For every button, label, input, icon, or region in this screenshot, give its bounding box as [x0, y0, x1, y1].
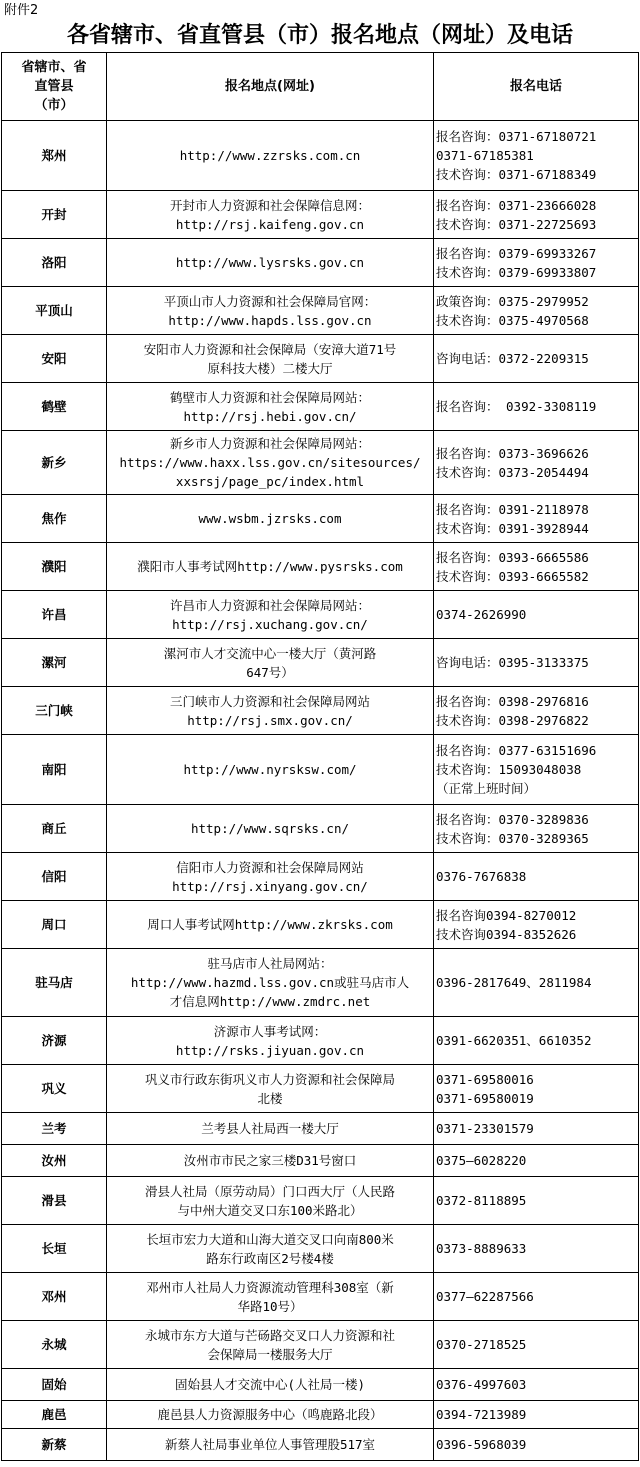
table-row — [2, 335, 639, 383]
phone-cell: 报名咨询0394-8270012 技术咨询0394-8352626 — [434, 901, 639, 949]
city-cell: 永城 — [2, 1321, 107, 1369]
table-row — [2, 735, 639, 805]
city-cell: 安阳 — [2, 335, 107, 383]
city-cell: 郑州 — [2, 121, 107, 191]
phone-cell: 0375—6028220 — [434, 1145, 639, 1177]
annex-label: 附件2 — [4, 3, 39, 18]
location-cell: 长垣市宏力大道和山海大道交叉口向南800米 路东行政南区2号楼4楼 — [107, 1225, 434, 1273]
table-row — [2, 543, 639, 591]
phone-cell: 报名咨询：0371-67180721 0371-67185381 技术咨询：0371-67188349 — [434, 121, 639, 191]
location-cell: 濮阳市人事考试网http://www.pysrsks.com — [107, 543, 434, 591]
registration-table — [1, 52, 639, 1461]
phone-cell: 咨询电话：0395-3133375 — [434, 639, 639, 687]
header-location: 报名地点(网址) — [107, 53, 434, 121]
table-row — [2, 1369, 639, 1401]
phone-cell: 报名咨询：0398-2976816 技术咨询：0398-2976822 — [434, 687, 639, 735]
phone-cell: 0376-7676838 — [434, 853, 639, 901]
phone-cell: 咨询电话：0372-2209315 — [434, 335, 639, 383]
city-cell: 濮阳 — [2, 543, 107, 591]
header-city: 省辖市、省 直管县 （市） — [2, 53, 107, 121]
location-cell: www.wsbm.jzrsks.com — [107, 495, 434, 543]
location-cell: 三门峡市人力资源和社会保障局网站 http://rsj.smx.gov.cn/ — [107, 687, 434, 735]
phone-cell: 0396-2817649、2811984 — [434, 949, 639, 1017]
table-row — [2, 431, 639, 495]
phone-cell: 报名咨询：0393-6665586 技术咨询：0393-6665582 — [434, 543, 639, 591]
city-cell: 驻马店 — [2, 949, 107, 1017]
city-cell: 周口 — [2, 901, 107, 949]
location-cell: 驻马店市人社局网站： http://www.hazmd.lss.gov.cn或驻马店市人 才信息网http://www.zmdrc.net — [107, 949, 434, 1017]
location-cell: 许昌市人力资源和社会保障局网站： http://rsj.xuchang.gov.cn/ — [107, 591, 434, 639]
location-cell: 永城市东方大道与芒砀路交叉口人力资源和社 会保障局一楼服务大厅 — [107, 1321, 434, 1369]
page-title: 各省辖市、省直管县（市）报名地点（网址）及电话 — [66, 23, 573, 48]
phone-cell: 报名咨询：0370-3289836 技术咨询：0370-3289365 — [434, 805, 639, 853]
city-cell: 固始 — [2, 1369, 107, 1401]
city-cell: 新蔡 — [2, 1429, 107, 1461]
phone-cell: 0372-8118895 — [434, 1177, 639, 1225]
city-cell: 南阳 — [2, 735, 107, 805]
location-cell: 滑县人社局（原劳动局）门口西大厅（人民路 与中州大道交叉口东100米路北） — [107, 1177, 434, 1225]
city-cell: 滑县 — [2, 1177, 107, 1225]
location-cell: 邓州市人社局人力资源流动管理科308室（新 华路10号） — [107, 1273, 434, 1321]
table-row — [2, 1017, 639, 1065]
phone-cell: 0396-5968039 — [434, 1429, 639, 1461]
city-cell: 鹿邑 — [2, 1401, 107, 1429]
phone-cell: 报名咨询： 0392-3308119 — [434, 383, 639, 431]
location-cell: http://www.sqrsks.cn/ — [107, 805, 434, 853]
table-body — [2, 53, 639, 1461]
location-cell: 漯河市人才交流中心一楼大厅（黄河路 647号） — [107, 639, 434, 687]
table-row — [2, 1145, 639, 1177]
city-cell: 漯河 — [2, 639, 107, 687]
location-cell: 鹤壁市人力资源和社会保障局网站： http://rsj.hebi.gov.cn/ — [107, 383, 434, 431]
city-cell: 信阳 — [2, 853, 107, 901]
table-row — [2, 239, 639, 287]
table-row — [2, 591, 639, 639]
city-cell: 巩义 — [2, 1065, 107, 1113]
location-cell: 周口人事考试网http://www.zkrsks.com — [107, 901, 434, 949]
table-row — [2, 901, 639, 949]
phone-cell: 报名咨询：0373-3696626 技术咨询：0373-2054494 — [434, 431, 639, 495]
city-cell: 焦作 — [2, 495, 107, 543]
location-cell: http://www.zzrsks.com.cn — [107, 121, 434, 191]
phone-cell: 0394-7213989 — [434, 1401, 639, 1429]
city-cell: 开封 — [2, 191, 107, 239]
phone-cell: 0377—62287566 — [434, 1273, 639, 1321]
phone-cell: 0371-69580016 0371-69580019 — [434, 1065, 639, 1113]
city-cell: 济源 — [2, 1017, 107, 1065]
city-cell: 长垣 — [2, 1225, 107, 1273]
table-row — [2, 1113, 639, 1145]
location-cell: 新乡市人力资源和社会保障局网站： https://www.haxx.lss.gov.cn/sitesources/ xxsrsj/page_pc/index.html — [107, 431, 434, 495]
table-row — [2, 287, 639, 335]
table-row — [2, 495, 639, 543]
location-cell: 巩义市行政东街巩义市人力资源和社会保障局 北楼 — [107, 1065, 434, 1113]
city-cell: 鹤壁 — [2, 383, 107, 431]
location-cell: 平顶山市人力资源和社会保障局官网： http://www.hapds.lss.gov.cn — [107, 287, 434, 335]
phone-cell: 0371-23301579 — [434, 1113, 639, 1145]
table-row — [2, 639, 639, 687]
table-row — [2, 949, 639, 1017]
table-row — [2, 1401, 639, 1429]
location-cell: 济源市人事考试网： http://rsks.jiyuan.gov.cn — [107, 1017, 434, 1065]
header-phone: 报名电话 — [434, 53, 639, 121]
table-row — [2, 687, 639, 735]
city-cell: 邓州 — [2, 1273, 107, 1321]
location-cell: 固始县人才交流中心(人社局一楼) — [107, 1369, 434, 1401]
location-cell: 信阳市人力资源和社会保障局网站 http://rsj.xinyang.gov.cn/ — [107, 853, 434, 901]
location-cell: 开封市人力资源和社会保障信息网： http://rsj.kaifeng.gov.cn — [107, 191, 434, 239]
city-cell: 新乡 — [2, 431, 107, 495]
location-cell: http://www.nyrsksw.com/ — [107, 735, 434, 805]
city-cell: 三门峡 — [2, 687, 107, 735]
phone-cell: 0373-8889633 — [434, 1225, 639, 1273]
location-cell: 汝州市市民之家三楼D31号窗口 — [107, 1145, 434, 1177]
phone-cell: 报名咨询：0377-63151696 技术咨询：15093048038 （正常上班时间） — [434, 735, 639, 805]
table-row — [2, 853, 639, 901]
table-row — [2, 1273, 639, 1321]
table-row — [2, 1321, 639, 1369]
phone-cell: 0374-2626990 — [434, 591, 639, 639]
phone-cell: 报名咨询：0371-23666028 技术咨询：0371-22725693 — [434, 191, 639, 239]
table-row — [2, 191, 639, 239]
location-cell: 安阳市人力资源和社会保障局（安漳大道71号 原科技大楼）二楼大厅 — [107, 335, 434, 383]
location-cell: http://www.lysrsks.gov.cn — [107, 239, 434, 287]
location-cell: 兰考县人社局西一楼大厅 — [107, 1113, 434, 1145]
table-header-row — [2, 53, 639, 121]
city-cell: 商丘 — [2, 805, 107, 853]
city-cell: 平顶山 — [2, 287, 107, 335]
city-cell: 洛阳 — [2, 239, 107, 287]
phone-cell: 0376-4997603 — [434, 1369, 639, 1401]
city-cell: 许昌 — [2, 591, 107, 639]
phone-cell: 报名咨询：0391-2118978 技术咨询：0391-3928944 — [434, 495, 639, 543]
phone-cell: 政策咨询：0375-2979952 技术咨询：0375-4970568 — [434, 287, 639, 335]
location-cell: 新蔡人社局事业单位人事管理股517室 — [107, 1429, 434, 1461]
table-row — [2, 1065, 639, 1113]
phone-cell: 0391-6620351、6610352 — [434, 1017, 639, 1065]
city-cell: 汝州 — [2, 1145, 107, 1177]
table-row — [2, 1177, 639, 1225]
table-row — [2, 1225, 639, 1273]
phone-cell: 报名咨询：0379-69933267 技术咨询：0379-69933807 — [434, 239, 639, 287]
table-row — [2, 805, 639, 853]
table-row — [2, 383, 639, 431]
table-row — [2, 1429, 639, 1461]
location-cell: 鹿邑县人力资源服务中心（鸣鹿路北段） — [107, 1401, 434, 1429]
table-row — [2, 121, 639, 191]
phone-cell: 0370-2718525 — [434, 1321, 639, 1369]
city-cell: 兰考 — [2, 1113, 107, 1145]
